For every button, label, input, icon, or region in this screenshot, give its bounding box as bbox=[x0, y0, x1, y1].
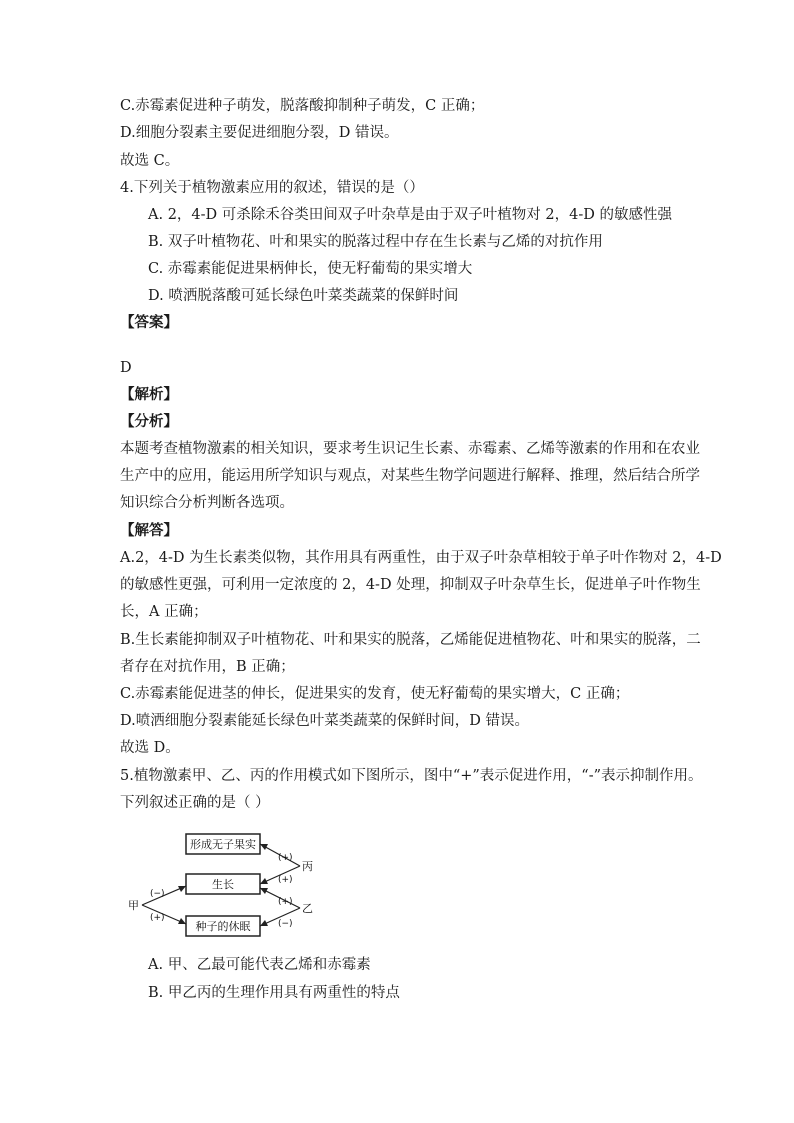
answer-label: 【答案】 bbox=[120, 314, 178, 331]
jieda-label: 【解答】 bbox=[120, 522, 178, 539]
question-4-option-b: B. 双子叶植物花、叶和果实的脱落过程中存在生长素与乙烯的对抗作用 bbox=[148, 234, 603, 250]
label-bing: 丙 bbox=[302, 860, 313, 873]
sign-yi-growth: (+) bbox=[278, 897, 293, 907]
jieda-text: C.赤霉素能促进茎的伸长，促进果实的发育，使无籽葡萄的果实增大，C 正确； bbox=[120, 686, 630, 702]
box-seed-dormancy-label: 种子的休眠 bbox=[195, 920, 251, 933]
sign-jia-growth: (−) bbox=[150, 889, 165, 899]
text-line: 故选 D。 bbox=[120, 740, 180, 756]
question-5-option-b: B. 甲乙丙的生理作用具有两重性的特点 bbox=[148, 985, 400, 1001]
sign-bing-fruit: (+) bbox=[278, 853, 293, 863]
jieda-text: 长，A 正确； bbox=[120, 604, 208, 620]
box-growth-label: 生长 bbox=[212, 878, 234, 891]
jieda-text: 的敏感性更强，可利用一定浓度的 2，4-D 处理，抑制双子叶杂草生长，促进单子叶作物生 bbox=[120, 577, 701, 593]
box-seedless-fruit-label: 形成无子果实 bbox=[190, 838, 256, 851]
text-line: C.赤霉素促进种子萌发，脱落酸抑制种子萌发，C 正确； bbox=[120, 98, 485, 114]
jieda-text: 者存在对抗作用，B 正确； bbox=[120, 659, 295, 675]
label-yi: 乙 bbox=[302, 902, 313, 915]
jieda-text: A.2，4-D 为生长素类似物，其作用具有两重性，由于双子叶杂草相较于单子叶作物对 2，4-D bbox=[120, 550, 722, 566]
fenxi-label: 【分析】 bbox=[120, 413, 178, 430]
arrowhead bbox=[260, 844, 268, 850]
sign-yi-dormancy: (−) bbox=[278, 919, 293, 929]
label-jia: 甲 bbox=[128, 899, 139, 912]
question-4-option-c: C. 赤霉素能促进果柄伸长，使无籽葡萄的果实增大 bbox=[148, 261, 473, 277]
fenxi-text: 知识综合分析判断各选项。 bbox=[120, 495, 294, 511]
jieda-text: B.生长素能抑制双子叶植物花、叶和果实的脱落，乙烯能促进植物花、叶和果实的脱落，二 bbox=[120, 632, 701, 648]
text-line: 故选 C。 bbox=[120, 153, 180, 169]
fenxi-text: 生产中的应用，能运用所学知识与观点，对某些生物学问题进行解释、推理，然后结合所学 bbox=[120, 468, 700, 484]
hormone-diagram bbox=[128, 830, 328, 942]
question-4-option-a: A. 2，4-D 可杀除禾谷类田间双子叶杂草是由于双子叶植物对 2，4-D 的敏感性强 bbox=[148, 207, 672, 223]
analysis-label: 【解析】 bbox=[120, 386, 178, 403]
text-line: D.细胞分裂素主要促进细胞分裂，D 错误。 bbox=[120, 125, 399, 141]
question-4-stem: 4.下列关于植物激素应用的叙述，错误的是（） bbox=[120, 180, 424, 196]
question-4-option-d: D. 喷洒脱落酸可延长绿色叶菜类蔬菜的保鲜时间 bbox=[148, 288, 459, 304]
fenxi-text: 本题考查植物激素的相关知识，要求考生识记生长素、赤霉素、乙烯等激素的作用和在农业 bbox=[120, 441, 700, 457]
question-5-stem: 5.植物激素甲、乙、丙的作用模式如下图所示，图中“+”表示促进作用，“-”表示抑制作用。 bbox=[120, 768, 703, 784]
jieda-text: D.喷洒细胞分裂素能延长绿色叶菜类蔬菜的保鲜时间，D 错误。 bbox=[120, 713, 529, 729]
sign-jia-dormancy: (+) bbox=[150, 913, 165, 923]
sign-bing-growth: (+) bbox=[278, 875, 293, 885]
question-5-stem: 下列叙述正确的是（ ） bbox=[120, 795, 270, 811]
question-5-option-a: A. 甲、乙最可能代表乙烯和赤霉素 bbox=[148, 957, 371, 973]
answer-value: D bbox=[120, 360, 132, 376]
